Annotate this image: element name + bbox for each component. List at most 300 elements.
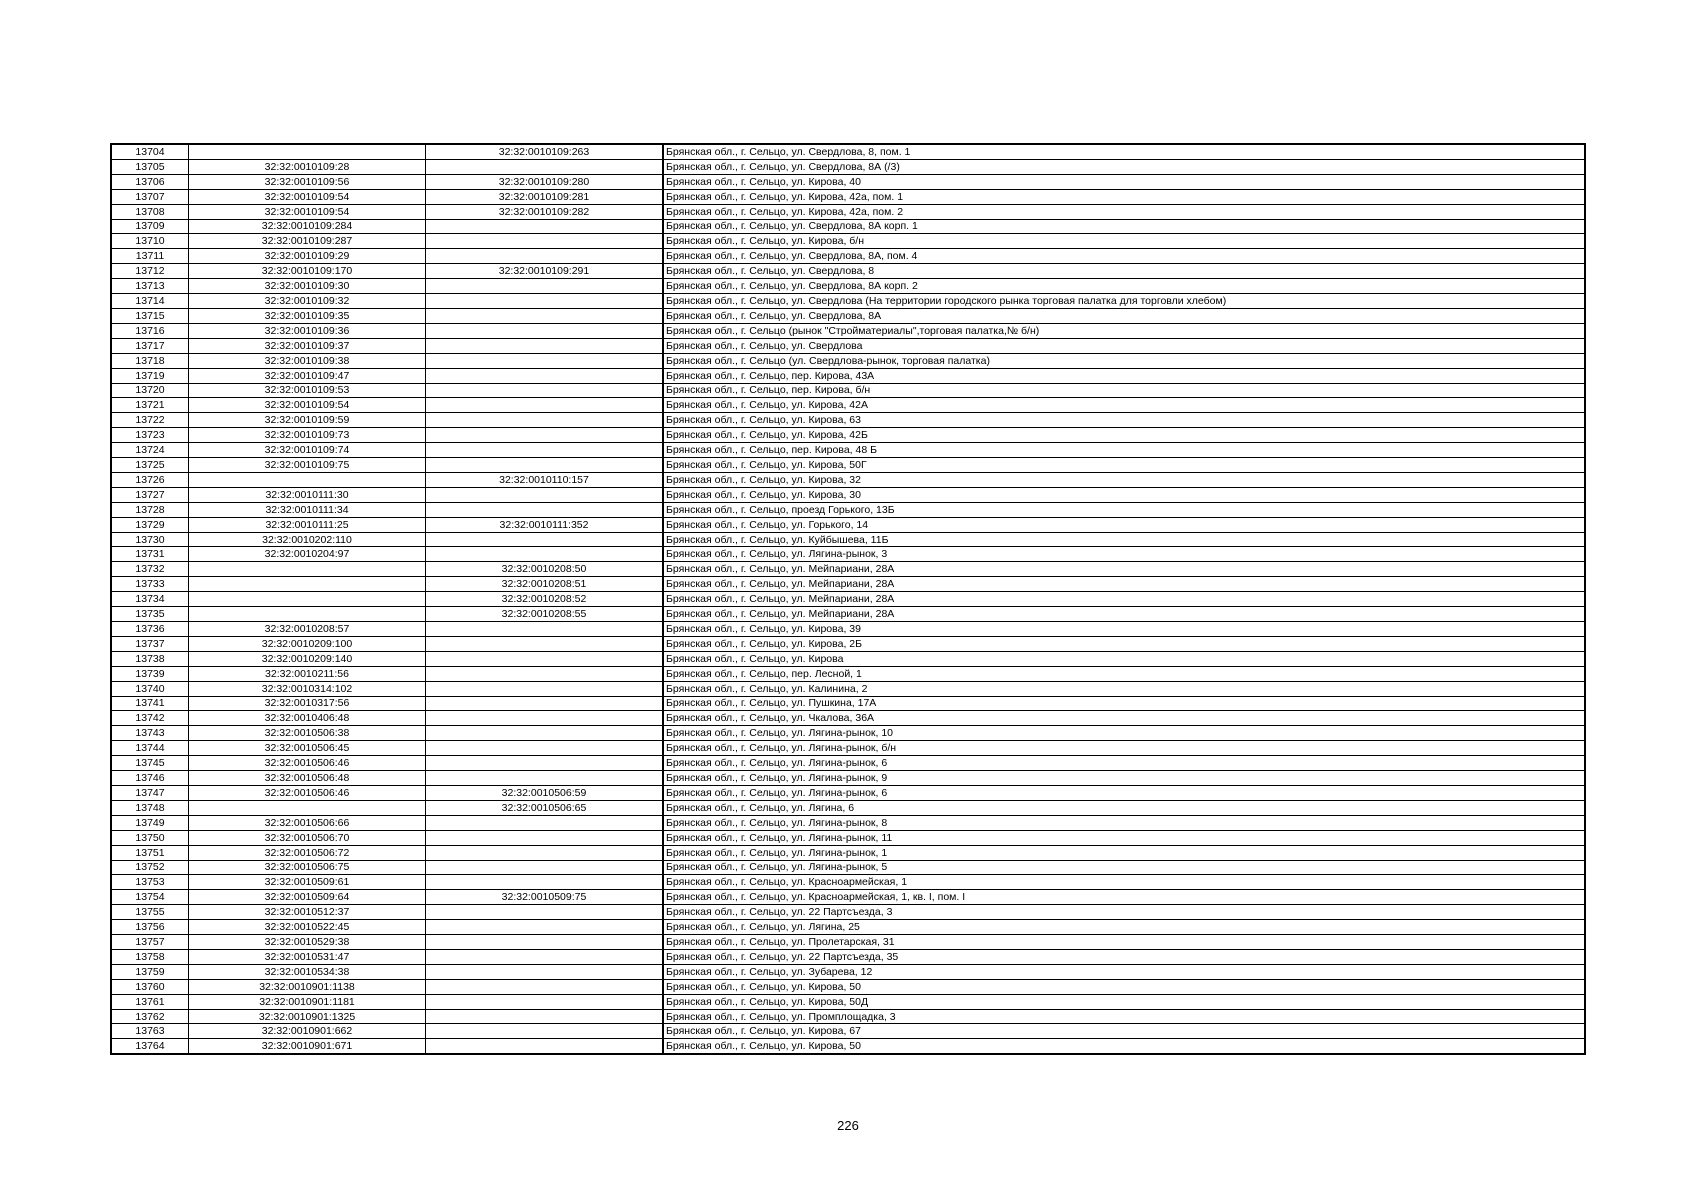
row-number-cell: 13709 [111, 219, 189, 234]
row-number-cell: 13745 [111, 756, 189, 771]
cadastral-number-secondary-cell [426, 920, 664, 935]
row-number-cell: 13714 [111, 294, 189, 309]
address-cell: Брянская обл., г. Сельцо, пер. Кирова, 48 Б [663, 443, 1585, 458]
table-row [111, 666, 1585, 681]
row-number-cell: 13740 [111, 681, 189, 696]
address-cell: Брянская обл., г. Сельцо, ул. Кирова, 40 [663, 174, 1585, 189]
cadastral-number-cell: 32:32:0010522:45 [189, 920, 426, 935]
cadastral-number-secondary-cell [426, 964, 664, 979]
cadastral-number-secondary-cell [426, 622, 664, 637]
address-cell: Брянская обл., г. Сельцо, пер. Кирова, б/н [663, 383, 1585, 398]
cadastral-number-cell: 32:32:0010531:47 [189, 949, 426, 964]
table-row [111, 905, 1585, 920]
row-number-cell: 13735 [111, 607, 189, 622]
row-number-cell: 13750 [111, 830, 189, 845]
row-number-cell: 13733 [111, 577, 189, 592]
cadastral-number-secondary-cell: 32:32:0010208:52 [426, 592, 664, 607]
table-row [111, 264, 1585, 279]
row-number-cell: 13732 [111, 562, 189, 577]
table-row [111, 547, 1585, 562]
address-cell: Брянская обл., г. Сельцо, ул. Красноармейская, 1 [663, 875, 1585, 890]
row-number-cell: 13762 [111, 1009, 189, 1024]
registry-table [110, 143, 1586, 1055]
table-row [111, 219, 1585, 234]
address-cell: Брянская обл., г. Сельцо, ул. Пушкина, 17А [663, 696, 1585, 711]
row-number-cell: 13724 [111, 443, 189, 458]
cadastral-number-secondary-cell [426, 726, 664, 741]
row-number-cell: 13751 [111, 845, 189, 860]
cadastral-number-cell: 32:32:0010209:100 [189, 636, 426, 651]
cadastral-number-secondary-cell [426, 234, 664, 249]
row-number-cell: 13704 [111, 144, 189, 159]
row-number-cell: 13754 [111, 890, 189, 905]
cadastral-number-secondary-cell [426, 905, 664, 920]
row-number-cell: 13713 [111, 279, 189, 294]
table-row [111, 159, 1585, 174]
cadastral-number-secondary-cell: 32:32:0010208:55 [426, 607, 664, 622]
cadastral-number-cell: 32:32:0010901:1138 [189, 979, 426, 994]
cadastral-number-cell: 32:32:0010317:56 [189, 696, 426, 711]
row-number-cell: 13728 [111, 502, 189, 517]
address-cell: Брянская обл., г. Сельцо, ул. Кирова, 42Б [663, 428, 1585, 443]
cadastral-number-secondary-cell [426, 368, 664, 383]
cadastral-number-cell: 32:32:0010109:54 [189, 204, 426, 219]
address-cell: Брянская обл., г. Сельцо (рынок "Стройматериалы",торговая палатка,№ б/н) [663, 323, 1585, 338]
cadastral-number-cell: 32:32:0010901:662 [189, 1024, 426, 1039]
row-number-cell: 13761 [111, 994, 189, 1009]
table-row [111, 607, 1585, 622]
row-number-cell: 13720 [111, 383, 189, 398]
table-row [111, 920, 1585, 935]
table-row [111, 1039, 1585, 1054]
registry-table-body [111, 144, 1585, 1054]
cadastral-number-cell: 32:32:0010109:59 [189, 413, 426, 428]
table-row [111, 935, 1585, 950]
cadastral-number-secondary-cell [426, 949, 664, 964]
address-cell: Брянская обл., г. Сельцо, ул. Лягина-рынок, 5 [663, 860, 1585, 875]
table-row [111, 383, 1585, 398]
address-cell: Брянская обл., г. Сельцо, ул. Кирова, 50 [663, 979, 1585, 994]
table-row [111, 622, 1585, 637]
row-number-cell: 13759 [111, 964, 189, 979]
cadastral-number-cell: 32:32:0010109:37 [189, 338, 426, 353]
row-number-cell: 13756 [111, 920, 189, 935]
cadastral-number-secondary-cell [426, 279, 664, 294]
table-row [111, 860, 1585, 875]
cadastral-number-cell: 32:32:0010109:30 [189, 279, 426, 294]
row-number-cell: 13715 [111, 308, 189, 323]
table-row [111, 756, 1585, 771]
cadastral-number-secondary-cell [426, 383, 664, 398]
address-cell: Брянская обл., г. Сельцо, ул. Зубарева, 12 [663, 964, 1585, 979]
row-number-cell: 13725 [111, 458, 189, 473]
cadastral-number-cell: 32:32:0010109:54 [189, 398, 426, 413]
cadastral-number-cell: 32:32:0010109:28 [189, 159, 426, 174]
cadastral-number-secondary-cell: 32:32:0010110:157 [426, 472, 664, 487]
cadastral-number-cell: 32:32:0010202:110 [189, 532, 426, 547]
address-cell: Брянская обл., г. Сельцо, ул. Калинина, 2 [663, 681, 1585, 696]
row-number-cell: 13729 [111, 517, 189, 532]
cadastral-number-secondary-cell [426, 1024, 664, 1039]
address-cell: Брянская обл., г. Сельцо, ул. Свердлова, 8А (/3) [663, 159, 1585, 174]
cadastral-number-secondary-cell [426, 815, 664, 830]
address-cell: Брянская обл., г. Сельцо, ул. 22 Партсъезда, 35 [663, 949, 1585, 964]
row-number-cell: 13727 [111, 487, 189, 502]
cadastral-number-secondary-cell: 32:32:0010506:59 [426, 785, 664, 800]
row-number-cell: 13738 [111, 651, 189, 666]
cadastral-number-secondary-cell: 32:32:0010208:50 [426, 562, 664, 577]
cadastral-number-cell: 32:32:0010529:38 [189, 935, 426, 950]
address-cell: Брянская обл., г. Сельцо, ул. Свердлова (На территории городского рынка торговая палатка для торговли хлебом) [663, 294, 1585, 309]
cadastral-number-secondary-cell [426, 338, 664, 353]
cadastral-number-secondary-cell [426, 458, 664, 473]
row-number-cell: 13710 [111, 234, 189, 249]
cadastral-number-secondary-cell [426, 771, 664, 786]
cadastral-number-cell: 32:32:0010506:38 [189, 726, 426, 741]
cadastral-number-secondary-cell [426, 666, 664, 681]
cadastral-number-secondary-cell [426, 979, 664, 994]
table-row [111, 771, 1585, 786]
cadastral-number-cell: 32:32:0010901:671 [189, 1039, 426, 1054]
table-row [111, 845, 1585, 860]
cadastral-number-secondary-cell [426, 249, 664, 264]
table-row [111, 249, 1585, 264]
row-number-cell: 13712 [111, 264, 189, 279]
row-number-cell: 13717 [111, 338, 189, 353]
row-number-cell: 13716 [111, 323, 189, 338]
cadastral-number-cell: 32:32:0010509:64 [189, 890, 426, 905]
address-cell: Брянская обл., г. Сельцо, ул. Куйбышева, 11Б [663, 532, 1585, 547]
cadastral-number-cell: 32:32:0010109:54 [189, 189, 426, 204]
table-row [111, 472, 1585, 487]
cadastral-number-cell: 32:32:0010506:45 [189, 741, 426, 756]
address-cell: Брянская обл., г. Сельцо, ул. Кирова [663, 651, 1585, 666]
cadastral-number-cell: 32:32:0010506:75 [189, 860, 426, 875]
table-row [111, 487, 1585, 502]
table-row [111, 1024, 1585, 1039]
address-cell: Брянская обл., г. Сельцо, ул. Свердлова, 8А, пом. 4 [663, 249, 1585, 264]
table-row [111, 338, 1585, 353]
cadastral-number-cell: 32:32:0010506:72 [189, 845, 426, 860]
cadastral-number-secondary-cell [426, 994, 664, 1009]
cadastral-number-secondary-cell [426, 741, 664, 756]
address-cell: Брянская обл., г. Сельцо, ул. Кирова, 32 [663, 472, 1585, 487]
cadastral-number-cell [189, 472, 426, 487]
table-row [111, 741, 1585, 756]
table-row [111, 353, 1585, 368]
cadastral-number-cell [189, 592, 426, 607]
cadastral-number-cell: 32:32:0010211:56 [189, 666, 426, 681]
cadastral-number-secondary-cell [426, 502, 664, 517]
cadastral-number-cell: 32:32:0010109:47 [189, 368, 426, 383]
cadastral-number-secondary-cell: 32:32:0010506:65 [426, 800, 664, 815]
cadastral-number-cell: 32:32:0010109:287 [189, 234, 426, 249]
page-number: 226 [837, 1118, 859, 1133]
address-cell: Брянская обл., г. Сельцо, ул. Кирова, 63 [663, 413, 1585, 428]
cadastral-number-cell: 32:32:0010512:37 [189, 905, 426, 920]
table-row [111, 398, 1585, 413]
row-number-cell: 13741 [111, 696, 189, 711]
cadastral-number-cell: 32:32:0010506:46 [189, 785, 426, 800]
row-number-cell: 13734 [111, 592, 189, 607]
row-number-cell: 13719 [111, 368, 189, 383]
cadastral-number-secondary-cell [426, 294, 664, 309]
table-row [111, 577, 1585, 592]
table-row [111, 517, 1585, 532]
row-number-cell: 13706 [111, 174, 189, 189]
cadastral-number-secondary-cell: 32:32:0010208:51 [426, 577, 664, 592]
row-number-cell: 13747 [111, 785, 189, 800]
address-cell: Брянская обл., г. Сельцо, ул. Лягина-рынок, 3 [663, 547, 1585, 562]
cadastral-number-cell: 32:32:0010208:57 [189, 622, 426, 637]
address-cell: Брянская обл., г. Сельцо, проезд Горького, 13Б [663, 502, 1585, 517]
cadastral-number-cell: 32:32:0010111:25 [189, 517, 426, 532]
row-number-cell: 13731 [111, 547, 189, 562]
cadastral-number-secondary-cell [426, 428, 664, 443]
address-cell: Брянская обл., г. Сельцо, ул. Лягина-рынок, 6 [663, 756, 1585, 771]
cadastral-number-secondary-cell [426, 413, 664, 428]
cadastral-number-cell [189, 144, 426, 159]
cadastral-number-cell: 32:32:0010111:30 [189, 487, 426, 502]
address-cell: Брянская обл., г. Сельцо, ул. Свердлова, 8А корп. 1 [663, 219, 1585, 234]
cadastral-number-cell [189, 577, 426, 592]
table-row [111, 413, 1585, 428]
address-cell: Брянская обл., г. Сельцо, ул. Промплощадка, 3 [663, 1009, 1585, 1024]
cadastral-number-cell: 32:32:0010406:48 [189, 711, 426, 726]
cadastral-number-secondary-cell: 32:32:0010109:291 [426, 264, 664, 279]
cadastral-number-cell: 32:32:0010109:73 [189, 428, 426, 443]
table-row [111, 294, 1585, 309]
cadastral-number-cell: 32:32:0010109:38 [189, 353, 426, 368]
row-number-cell: 13749 [111, 815, 189, 830]
row-number-cell: 13764 [111, 1039, 189, 1054]
row-number-cell: 13763 [111, 1024, 189, 1039]
row-number-cell: 13707 [111, 189, 189, 204]
table-row [111, 651, 1585, 666]
cadastral-number-cell: 32:32:0010901:1181 [189, 994, 426, 1009]
table-row [111, 994, 1585, 1009]
table-row [111, 308, 1585, 323]
address-cell: Брянская обл., г. Сельцо, ул. Лягина-рынок, 8 [663, 815, 1585, 830]
cadastral-number-secondary-cell: 32:32:0010111:352 [426, 517, 664, 532]
row-number-cell: 13755 [111, 905, 189, 920]
table-row [111, 234, 1585, 249]
cadastral-number-secondary-cell [426, 845, 664, 860]
cadastral-number-cell: 32:32:0010506:66 [189, 815, 426, 830]
registry-sheet [110, 143, 1586, 1055]
cadastral-number-cell: 32:32:0010509:61 [189, 875, 426, 890]
cadastral-number-cell: 32:32:0010901:1325 [189, 1009, 426, 1024]
cadastral-number-cell: 32:32:0010534:38 [189, 964, 426, 979]
address-cell: Брянская обл., г. Сельцо, ул. Кирова, 50 [663, 1039, 1585, 1054]
cadastral-number-secondary-cell [426, 830, 664, 845]
cadastral-number-secondary-cell: 32:32:0010509:75 [426, 890, 664, 905]
cadastral-number-cell: 32:32:0010109:75 [189, 458, 426, 473]
address-cell: Брянская обл., г. Сельцо, ул. Кирова, 42а, пом. 2 [663, 204, 1585, 219]
cadastral-number-secondary-cell [426, 1039, 664, 1054]
address-cell: Брянская обл., г. Сельцо, ул. Кирова, 42А [663, 398, 1585, 413]
row-number-cell: 13723 [111, 428, 189, 443]
table-row [111, 204, 1585, 219]
cadastral-number-secondary-cell [426, 696, 664, 711]
cadastral-number-cell: 32:32:0010109:32 [189, 294, 426, 309]
table-row [111, 144, 1585, 159]
address-cell: Брянская обл., г. Сельцо, ул. Мейпариани, 28А [663, 577, 1585, 592]
address-cell: Брянская обл., г. Сельцо, ул. Лягина, 25 [663, 920, 1585, 935]
cadastral-number-secondary-cell [426, 875, 664, 890]
cadastral-number-secondary-cell: 32:32:0010109:281 [426, 189, 664, 204]
row-number-cell: 13746 [111, 771, 189, 786]
address-cell: Брянская обл., г. Сельцо, ул. Лягина, 6 [663, 800, 1585, 815]
address-cell: Брянская обл., г. Сельцо, ул. Горького, 14 [663, 517, 1585, 532]
table-row [111, 979, 1585, 994]
cadastral-number-secondary-cell [426, 756, 664, 771]
cadastral-number-secondary-cell: 32:32:0010109:282 [426, 204, 664, 219]
address-cell: Брянская обл., г. Сельцо, ул. Кирова, 42а, пом. 1 [663, 189, 1585, 204]
cadastral-number-secondary-cell [426, 443, 664, 458]
cadastral-number-cell: 32:32:0010506:48 [189, 771, 426, 786]
row-number-cell: 13757 [111, 935, 189, 950]
table-row [111, 800, 1585, 815]
cadastral-number-cell: 32:32:0010109:74 [189, 443, 426, 458]
cadastral-number-secondary-cell [426, 651, 664, 666]
row-number-cell: 13743 [111, 726, 189, 741]
address-cell: Брянская обл., г. Сельцо, ул. Лягина-рынок, б/н [663, 741, 1585, 756]
address-cell: Брянская обл., г. Сельцо, ул. Лягина-рынок, 10 [663, 726, 1585, 741]
address-cell: Брянская обл., г. Сельцо, ул. Мейпариани, 28А [663, 607, 1585, 622]
row-number-cell: 13722 [111, 413, 189, 428]
address-cell: Брянская обл., г. Сельцо, ул. Свердлова [663, 338, 1585, 353]
address-cell: Брянская обл., г. Сельцо, ул. Пролетарская, 31 [663, 935, 1585, 950]
row-number-cell: 13726 [111, 472, 189, 487]
table-row [111, 726, 1585, 741]
row-number-cell: 13742 [111, 711, 189, 726]
row-number-cell: 13708 [111, 204, 189, 219]
address-cell: Брянская обл., г. Сельцо, ул. Лягина-рынок, 6 [663, 785, 1585, 800]
cadastral-number-secondary-cell [426, 532, 664, 547]
cadastral-number-secondary-cell [426, 1009, 664, 1024]
row-number-cell: 13718 [111, 353, 189, 368]
table-row [111, 502, 1585, 517]
cadastral-number-secondary-cell [426, 547, 664, 562]
address-cell: Брянская обл., г. Сельцо, пер. Лесной, 1 [663, 666, 1585, 681]
cadastral-number-secondary-cell [426, 636, 664, 651]
cadastral-number-cell: 32:32:0010109:36 [189, 323, 426, 338]
cadastral-number-secondary-cell: 32:32:0010109:280 [426, 174, 664, 189]
row-number-cell: 13705 [111, 159, 189, 174]
row-number-cell: 13739 [111, 666, 189, 681]
cadastral-number-cell: 32:32:0010109:35 [189, 308, 426, 323]
row-number-cell: 13758 [111, 949, 189, 964]
table-row [111, 174, 1585, 189]
address-cell: Брянская обл., г. Сельцо, пер. Кирова, 43А [663, 368, 1585, 383]
address-cell: Брянская обл., г. Сельцо, ул. Лягина-рынок, 11 [663, 830, 1585, 845]
cadastral-number-cell: 32:32:0010109:29 [189, 249, 426, 264]
row-number-cell: 13760 [111, 979, 189, 994]
cadastral-number-secondary-cell [426, 935, 664, 950]
address-cell: Брянская обл., г. Сельцо, ул. Свердлова, 8А [663, 308, 1585, 323]
address-cell: Брянская обл., г. Сельцо, ул. Кирова, 2Б [663, 636, 1585, 651]
row-number-cell: 13752 [111, 860, 189, 875]
address-cell: Брянская обл., г. Сельцо (ул. Свердлова-рынок, торговая палатка) [663, 353, 1585, 368]
address-cell: Брянская обл., г. Сельцо, ул. Чкалова, 36А [663, 711, 1585, 726]
cadastral-number-secondary-cell [426, 487, 664, 502]
cadastral-number-secondary-cell [426, 323, 664, 338]
address-cell: Брянская обл., г. Сельцо, ул. Свердлова, 8 [663, 264, 1585, 279]
cadastral-number-cell [189, 800, 426, 815]
address-cell: Брянская обл., г. Сельцо, ул. Кирова, 30 [663, 487, 1585, 502]
table-row [111, 830, 1585, 845]
cadastral-number-secondary-cell [426, 681, 664, 696]
table-row [111, 532, 1585, 547]
address-cell: Брянская обл., г. Сельцо, ул. 22 Партсъезда, 3 [663, 905, 1585, 920]
address-cell: Брянская обл., г. Сельцо, ул. Кирова, 39 [663, 622, 1585, 637]
cadastral-number-cell [189, 562, 426, 577]
cadastral-number-secondary-cell [426, 398, 664, 413]
cadastral-number-cell: 32:32:0010204:97 [189, 547, 426, 562]
table-row [111, 279, 1585, 294]
cadastral-number-secondary-cell [426, 159, 664, 174]
cadastral-number-cell: 32:32:0010506:46 [189, 756, 426, 771]
cadastral-number-cell: 32:32:0010109:284 [189, 219, 426, 234]
table-row [111, 696, 1585, 711]
cadastral-number-cell: 32:32:0010109:56 [189, 174, 426, 189]
address-cell: Брянская обл., г. Сельцо, ул. Лягина-рынок, 9 [663, 771, 1585, 786]
row-number-cell: 13737 [111, 636, 189, 651]
table-row [111, 189, 1585, 204]
table-row [111, 592, 1585, 607]
table-row [111, 785, 1585, 800]
table-row [111, 949, 1585, 964]
table-row [111, 368, 1585, 383]
cadastral-number-secondary-cell [426, 353, 664, 368]
address-cell: Брянская обл., г. Сельцо, ул. Свердлова, 8, пом. 1 [663, 144, 1585, 159]
cadastral-number-cell: 32:32:0010209:140 [189, 651, 426, 666]
cadastral-number-secondary-cell [426, 711, 664, 726]
row-number-cell: 13744 [111, 741, 189, 756]
cadastral-number-cell: 32:32:0010314:102 [189, 681, 426, 696]
table-row [111, 890, 1585, 905]
cadastral-number-cell: 32:32:0010506:70 [189, 830, 426, 845]
row-number-cell: 13753 [111, 875, 189, 890]
table-row [111, 1009, 1585, 1024]
row-number-cell: 13736 [111, 622, 189, 637]
address-cell: Брянская обл., г. Сельцо, ул. Мейпариани, 28А [663, 562, 1585, 577]
table-row [111, 875, 1585, 890]
table-row [111, 443, 1585, 458]
cadastral-number-cell [189, 607, 426, 622]
table-row [111, 458, 1585, 473]
cadastral-number-secondary-cell [426, 860, 664, 875]
cadastral-number-cell: 32:32:0010109:53 [189, 383, 426, 398]
cadastral-number-cell: 32:32:0010111:34 [189, 502, 426, 517]
table-row [111, 323, 1585, 338]
address-cell: Брянская обл., г. Сельцо, ул. Красноармейская, 1, кв. I, пом. I [663, 890, 1585, 905]
table-row [111, 964, 1585, 979]
address-cell: Брянская обл., г. Сельцо, ул. Кирова, 50Г [663, 458, 1585, 473]
cadastral-number-secondary-cell [426, 308, 664, 323]
address-cell: Брянская обл., г. Сельцо, ул. Лягина-рынок, 1 [663, 845, 1585, 860]
row-number-cell: 13748 [111, 800, 189, 815]
address-cell: Брянская обл., г. Сельцо, ул. Кирова, 50Д [663, 994, 1585, 1009]
cadastral-number-cell: 32:32:0010109:170 [189, 264, 426, 279]
address-cell: Брянская обл., г. Сельцо, ул. Свердлова, 8А корп. 2 [663, 279, 1585, 294]
cadastral-number-secondary-cell [426, 219, 664, 234]
address-cell: Брянская обл., г. Сельцо, ул. Кирова, 67 [663, 1024, 1585, 1039]
table-row [111, 681, 1585, 696]
row-number-cell: 13711 [111, 249, 189, 264]
row-number-cell: 13730 [111, 532, 189, 547]
